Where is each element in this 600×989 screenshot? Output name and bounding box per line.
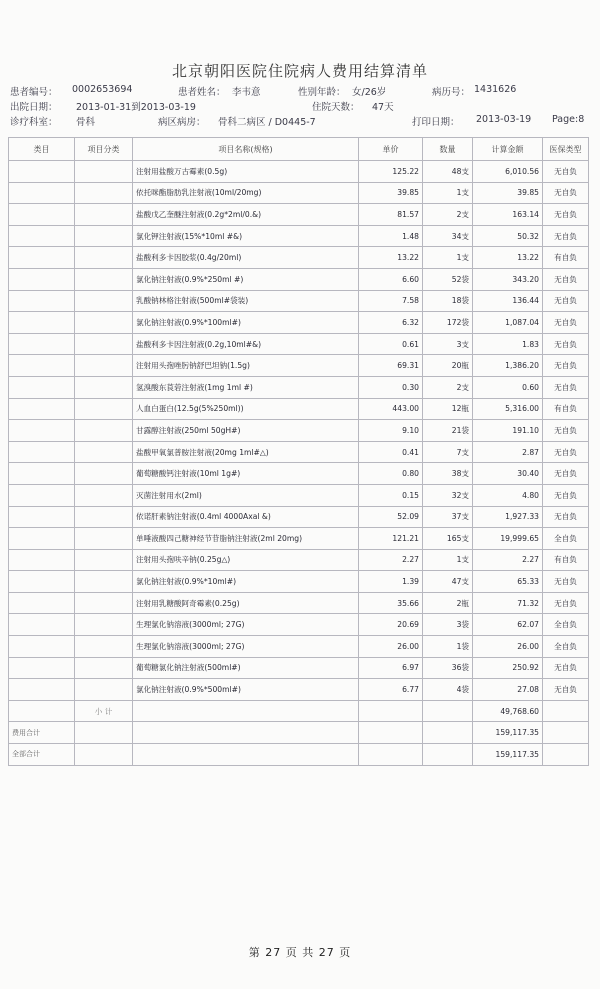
cell-quantity: 20瓶 [423,355,473,377]
cell-insurance-type: 无自负 [543,290,589,312]
cell-unit-price: 125.22 [359,161,423,183]
cell-amount: 163.14 [473,204,543,226]
cell-classification [75,161,133,183]
cell-classification [75,290,133,312]
cell-classification [75,398,133,420]
cell-classification [75,441,133,463]
cell-unit-price [359,744,423,766]
cell-category [9,268,75,290]
cell-classification [75,636,133,658]
cell-insurance-type: 无自负 [543,592,589,614]
cell-insurance-type: 全自负 [543,636,589,658]
cell-item-name: 人血白蛋白(12.5g(5%250ml)) [133,398,359,420]
cell-amount: 50.32 [473,225,543,247]
cell-unit-price: 2.27 [359,549,423,571]
table-row [9,679,589,701]
cell-insurance-type: 无自负 [543,225,589,247]
table-row [9,549,589,571]
ward-label: 病区病房： [158,117,206,128]
table-row [9,290,589,312]
cell-classification [75,506,133,528]
cell-insurance-type: 有自负 [543,247,589,269]
cell-quantity: 2支 [423,376,473,398]
cell-item-name: 依诺肝素钠注射液(0.4ml 4000Axal &) [133,506,359,528]
cell-item-name: 氯化钠注射液(0.9%*250ml #) [133,268,359,290]
cell-category [9,225,75,247]
cell-unit-price [359,700,423,722]
cell-item-name: 生理氯化钠溶液(3000ml; 27G) [133,636,359,658]
cell-unit-price [359,722,423,744]
sex-age-label: 性别年龄： [298,87,346,98]
cell-classification [75,204,133,226]
cell-item-name [133,700,359,722]
cell-quantity [423,744,473,766]
table-row [9,484,589,506]
table-row [9,614,589,636]
cell-insurance-type: 无自负 [543,420,589,442]
cell-classification [75,182,133,204]
cell-classification [75,376,133,398]
fee-total-row [9,722,589,744]
table-row [9,463,589,485]
cell-item-name: 灭菌注射用水(2ml) [133,484,359,506]
cell-category [9,700,75,722]
cell-category [9,636,75,658]
cell-classification [75,657,133,679]
cell-amount: 136.44 [473,290,543,312]
cell-unit-price: 0.80 [359,463,423,485]
print-date-label: 打印日期： [412,117,460,128]
cell-insurance-type [543,722,589,744]
subtotal-row [9,700,589,722]
cell-amount: 62.07 [473,614,543,636]
cell-quantity: 52袋 [423,268,473,290]
cell-item-name: 葡萄糖酸钙注射液(10ml 1g#) [133,463,359,485]
cell-unit-price: 39.85 [359,182,423,204]
cell-insurance-type: 无自负 [543,204,589,226]
cell-insurance-type: 无自负 [543,506,589,528]
cell-item-name: 乳酸钠林格注射液(500ml#袋装) [133,290,359,312]
cell-category [9,528,75,550]
dept: 骨科 [76,117,96,128]
cell-insurance-type: 无自负 [543,376,589,398]
cell-insurance-type: 无自负 [543,268,589,290]
cell-amount: 19,999.65 [473,528,543,550]
cell-unit-price: 1.48 [359,225,423,247]
table-row [9,355,589,377]
cell-category [9,333,75,355]
cell-amount: 250.92 [473,657,543,679]
cell-category [9,247,75,269]
cell-category [9,549,75,571]
cell-unit-price: 81.57 [359,204,423,226]
cell-amount: 1.83 [473,333,543,355]
grand-total-amount: 159,117.35 [473,744,543,766]
cell-quantity: 172袋 [423,312,473,334]
cell-unit-price: 1.39 [359,571,423,593]
cell-quantity: 2支 [423,204,473,226]
table-row [9,592,589,614]
cell-quantity: 1支 [423,247,473,269]
cell-item-name: 氯化钠注射液(0.9%*100ml#) [133,312,359,334]
cell-unit-price: 443.00 [359,398,423,420]
cell-quantity [423,700,473,722]
cell-quantity: 21袋 [423,420,473,442]
col-header-quantity: 数量 [423,138,473,161]
cell-insurance-type: 无自负 [543,657,589,679]
cell-item-name: 甘露醇注射液(250ml 50gH#) [133,420,359,442]
cell-insurance-type: 全自负 [543,614,589,636]
grand-total-row [9,744,589,766]
cell-classification [75,571,133,593]
cell-classification [75,549,133,571]
cell-unit-price: 52.09 [359,506,423,528]
cell-category [9,657,75,679]
cell-quantity: 38支 [423,463,473,485]
cell-unit-price: 121.21 [359,528,423,550]
cell-insurance-type: 无自负 [543,333,589,355]
cell-category [9,290,75,312]
cell-amount: 191.10 [473,420,543,442]
cell-item-name: 注射用乳糖酸阿奇霉素(0.25g) [133,592,359,614]
cell-classification [75,744,133,766]
cell-quantity: 36袋 [423,657,473,679]
table-row [9,333,589,355]
table-row [9,528,589,550]
cell-amount: 6,010.56 [473,161,543,183]
patient-name: 李韦意 [232,87,261,98]
table-row [9,225,589,247]
cell-item-name: 注射用头孢呋辛钠(0.25g△) [133,549,359,571]
col-header-category: 类目 [9,138,75,161]
cell-classification [75,420,133,442]
cell-amount: 343.20 [473,268,543,290]
table-row [9,506,589,528]
cell-item-name: 氯化钠注射液(0.9%*10ml#) [133,571,359,593]
cell-unit-price: 20.69 [359,614,423,636]
cell-item-name: 盐酸利多卡因注射液(0.2g,10ml#&) [133,333,359,355]
cell-amount: 2.27 [473,549,543,571]
cell-item-name: 盐酸甲氧氯普胺注射液(20mg 1ml#△) [133,441,359,463]
cell-unit-price: 13.22 [359,247,423,269]
cell-quantity: 165支 [423,528,473,550]
cell-item-name: 氢溴酸东莨菪注射液(1mg 1ml #) [133,376,359,398]
cell-quantity: 1袋 [423,636,473,658]
cell-unit-price: 0.41 [359,441,423,463]
cell-classification [75,679,133,701]
dept-label: 诊疗科室： [10,117,58,128]
subtotal-label: 小 计 [75,700,133,722]
cell-unit-price: 6.32 [359,312,423,334]
table-row [9,420,589,442]
fee-total-amount: 159,117.35 [473,722,543,744]
cell-classification [75,355,133,377]
patient-no: 0002653694 [72,84,133,95]
cell-insurance-type: 无自负 [543,679,589,701]
print-date: 2013-03-19 [476,114,532,125]
cell-classification [75,722,133,744]
cell-category [9,420,75,442]
cell-classification [75,592,133,614]
cell-classification [75,463,133,485]
cell-amount: 13.22 [473,247,543,269]
cell-quantity: 2瓶 [423,592,473,614]
cell-amount: 0.60 [473,376,543,398]
cell-insurance-type: 无自负 [543,355,589,377]
cell-item-name: 盐酸利多卡因胶浆(0.4g/20ml) [133,247,359,269]
col-header-amount: 计算金额 [473,138,543,161]
document-title: 北京朝阳医院住院病人费用结算清单 [171,62,428,80]
cell-insurance-type: 无自负 [543,182,589,204]
cell-item-name: 注射用头孢唑肟钠舒巴坦钠(1.5g) [133,355,359,377]
cell-quantity: 37支 [423,506,473,528]
cell-amount: 1,386.20 [473,355,543,377]
table-body [9,161,589,766]
cell-amount: 4.80 [473,484,543,506]
cell-category [9,679,75,701]
cell-classification [75,268,133,290]
cell-category [9,376,75,398]
cell-quantity: 1支 [423,549,473,571]
cell-category [9,614,75,636]
cell-unit-price: 26.00 [359,636,423,658]
cell-unit-price: 6.60 [359,268,423,290]
table-row [9,247,589,269]
cell-unit-price: 0.30 [359,376,423,398]
cell-category [9,312,75,334]
page-number: Page:8 [552,114,585,125]
cell-quantity: 3支 [423,333,473,355]
grand-total-label: 全部合计 [9,744,75,766]
cell-quantity: 7支 [423,441,473,463]
table-row [9,657,589,679]
cell-classification [75,225,133,247]
cell-item-name [133,722,359,744]
col-header-unit-price: 单价 [359,138,423,161]
cell-amount: 26.00 [473,636,543,658]
patient-no-label: 患者编号： [10,87,58,98]
table-row [9,161,589,183]
cell-quantity: 3袋 [423,614,473,636]
cell-category [9,484,75,506]
cell-quantity: 4袋 [423,679,473,701]
cell-category [9,355,75,377]
cell-insurance-type: 有自负 [543,549,589,571]
cell-insurance-type: 全自负 [543,528,589,550]
cell-item-name: 依托咪酯脂肪乳注射液(10ml/20mg) [133,182,359,204]
cell-amount: 27.08 [473,679,543,701]
cell-item-name: 葡萄糖氯化钠注射液(500ml#) [133,657,359,679]
table-row [9,636,589,658]
cell-category [9,182,75,204]
ward: 骨科二病区 / D0445-7 [218,117,316,128]
table-row [9,182,589,204]
cell-insurance-type: 无自负 [543,441,589,463]
cell-quantity: 12瓶 [423,398,473,420]
cell-unit-price: 0.61 [359,333,423,355]
cell-category [9,571,75,593]
cell-insurance-type: 有自负 [543,398,589,420]
cell-classification [75,614,133,636]
cell-amount: 1,087.04 [473,312,543,334]
cell-insurance-type: 无自负 [543,571,589,593]
cell-category [9,398,75,420]
cell-classification [75,528,133,550]
cell-quantity: 1支 [423,182,473,204]
cell-quantity: 34支 [423,225,473,247]
cell-quantity [423,722,473,744]
cell-quantity: 32支 [423,484,473,506]
cell-unit-price: 6.77 [359,679,423,701]
cell-insurance-type [543,700,589,722]
record-no: 1431626 [474,84,517,95]
cell-amount: 2.87 [473,441,543,463]
cell-amount: 1,927.33 [473,506,543,528]
days-label: 住院天数： [312,102,360,113]
cell-amount: 71.32 [473,592,543,614]
sex-age: 女/26岁 [352,87,387,98]
cell-classification [75,333,133,355]
cell-item-name [133,744,359,766]
subtotal-amount: 49,768.60 [473,700,543,722]
record-no-label: 病历号： [432,87,471,98]
cell-unit-price: 6.97 [359,657,423,679]
page-footer: 第 27 页 共 27 页 [248,946,352,959]
days: 47天 [372,102,394,113]
fee-table [8,137,589,766]
cell-category [9,441,75,463]
cell-unit-price: 69.31 [359,355,423,377]
cell-amount: 39.85 [473,182,543,204]
cell-category [9,592,75,614]
cell-item-name: 盐酸戊乙奎醚注射液(0.2g*2ml/0.&) [133,204,359,226]
cell-classification [75,484,133,506]
cell-unit-price: 9.10 [359,420,423,442]
cell-classification [75,312,133,334]
cell-item-name: 单唾液酸四己糖神经节苷脂钠注射液(2ml 20mg) [133,528,359,550]
col-header-item-name: 项目名称(规格) [133,138,359,161]
cell-classification [75,247,133,269]
cell-category [9,506,75,528]
cell-unit-price: 7.58 [359,290,423,312]
cell-insurance-type: 无自负 [543,161,589,183]
patient-name-label: 患者姓名： [178,87,226,98]
cell-amount: 65.33 [473,571,543,593]
cell-quantity: 47支 [423,571,473,593]
cell-item-name: 氯化钠注射液(0.9%*500ml#) [133,679,359,701]
table-row [9,571,589,593]
cell-category [9,161,75,183]
table-row [9,204,589,226]
table-row [9,398,589,420]
col-header-insurance: 医保类型 [543,138,589,161]
table-row [9,441,589,463]
cell-insurance-type: 无自负 [543,312,589,334]
table-row [9,376,589,398]
fee-total-label: 费用合计 [9,722,75,744]
cell-quantity: 18袋 [423,290,473,312]
discharge-label: 出院日期： [10,102,58,113]
cell-unit-price: 35.66 [359,592,423,614]
cell-amount: 30.40 [473,463,543,485]
cell-insurance-type [543,744,589,766]
col-header-classification: 项目分类 [75,138,133,161]
table-row [9,268,589,290]
table-header-row [9,138,589,161]
cell-insurance-type: 无自负 [543,463,589,485]
discharge-date: 2013-01-31到2013-03-19 [76,102,196,113]
cell-item-name: 生理氯化钠溶液(3000ml; 27G) [133,614,359,636]
cell-quantity: 48支 [423,161,473,183]
cell-item-name: 氯化钾注射液(15%*10ml #&) [133,225,359,247]
cell-insurance-type: 无自负 [543,484,589,506]
cell-amount: 5,316.00 [473,398,543,420]
cell-category [9,463,75,485]
cell-category [9,204,75,226]
cell-item-name: 注射用盐酸万古霉素(0.5g) [133,161,359,183]
cell-unit-price: 0.15 [359,484,423,506]
table-row [9,312,589,334]
